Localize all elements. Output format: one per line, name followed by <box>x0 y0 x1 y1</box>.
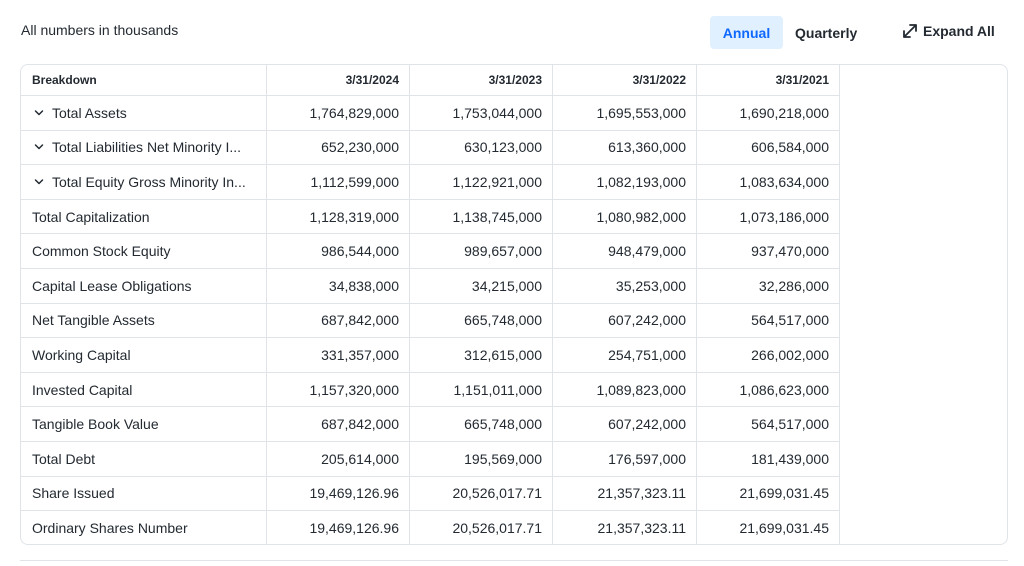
value-cell: 35,253,000 <box>553 269 697 303</box>
row-label: Capital Lease Obligations <box>32 277 192 294</box>
row-label: Total Capitalization <box>32 208 150 225</box>
header-period: 3/31/2023 <box>410 65 553 95</box>
value-cell: 613,360,000 <box>553 131 697 165</box>
table-row <box>21 269 840 304</box>
value-cell: 34,215,000 <box>410 269 553 303</box>
value-cell: 21,699,031.45 <box>697 477 840 511</box>
value-cell: 687,842,000 <box>267 304 410 338</box>
value-cell: 34,838,000 <box>267 269 410 303</box>
value-cell: 21,357,323.11 <box>553 477 697 511</box>
financials-table <box>20 64 1008 545</box>
value-cell: 1,151,011,000 <box>410 373 553 407</box>
value-cell: 266,002,000 <box>697 338 840 372</box>
row-label: Total Liabilities Net Minority I... <box>52 139 242 156</box>
header-period: 3/31/2021 <box>697 65 840 95</box>
row-label: Ordinary Shares Number <box>32 520 188 537</box>
value-cell: 19,469,126.96 <box>267 477 410 511</box>
row-label-cell[interactable] <box>21 165 267 199</box>
value-cell: 1,764,829,000 <box>267 96 410 130</box>
value-cell: 19,469,126.96 <box>267 511 410 545</box>
value-cell: 607,242,000 <box>553 304 697 338</box>
value-cell: 1,138,745,000 <box>410 200 553 234</box>
value-cell: 20,526,017.71 <box>410 511 553 545</box>
table-row <box>21 200 840 235</box>
table-row <box>21 234 840 269</box>
value-cell: 181,439,000 <box>697 442 840 476</box>
annual-button[interactable]: Annual <box>710 16 783 49</box>
expand-all-button[interactable] <box>903 21 995 41</box>
value-cell: 948,479,000 <box>553 234 697 268</box>
value-cell: 1,086,623,000 <box>697 373 840 407</box>
value-cell: 607,242,000 <box>553 407 697 441</box>
value-cell: 665,748,000 <box>410 407 553 441</box>
value-cell: 986,544,000 <box>267 234 410 268</box>
value-cell: 687,842,000 <box>267 407 410 441</box>
value-cell: 1,080,982,000 <box>553 200 697 234</box>
table-row <box>21 373 840 408</box>
value-cell: 564,517,000 <box>697 407 840 441</box>
value-cell: 20,526,017.71 <box>410 477 553 511</box>
row-label-cell <box>21 373 267 407</box>
row-label-cell[interactable] <box>21 96 267 130</box>
row-label: Total Debt <box>32 450 96 467</box>
value-cell: 1,073,186,000 <box>697 200 840 234</box>
row-label-cell <box>21 234 267 268</box>
row-label-cell <box>21 338 267 372</box>
table-row <box>21 511 840 545</box>
value-cell: 1,112,599,000 <box>267 165 410 199</box>
value-cell: 1,082,193,000 <box>553 165 697 199</box>
row-label-cell <box>21 477 267 511</box>
value-cell: 564,517,000 <box>697 304 840 338</box>
value-cell: 205,614,000 <box>267 442 410 476</box>
value-cell: 1,122,921,000 <box>410 165 553 199</box>
row-label-cell <box>21 304 267 338</box>
row-label: Net Tangible Assets <box>32 312 155 329</box>
value-cell: 21,699,031.45 <box>697 511 840 545</box>
value-cell: 652,230,000 <box>267 131 410 165</box>
table-row <box>21 442 840 477</box>
row-label-cell <box>21 511 267 545</box>
header-period: 3/31/2022 <box>553 65 697 95</box>
row-label-cell <box>21 200 267 234</box>
chevron-down-icon[interactable] <box>34 177 48 187</box>
row-label-cell <box>21 407 267 441</box>
table-row <box>21 338 840 373</box>
quarterly-button[interactable]: Quarterly <box>795 24 858 41</box>
expand-arrows-icon <box>903 24 917 38</box>
value-cell: 665,748,000 <box>410 304 553 338</box>
chevron-down-icon[interactable] <box>34 142 48 152</box>
value-cell: 937,470,000 <box>697 234 840 268</box>
value-cell: 606,584,000 <box>697 131 840 165</box>
table-row[interactable] <box>21 96 840 131</box>
chevron-down-icon[interactable] <box>34 108 48 118</box>
row-label: Working Capital <box>32 346 131 363</box>
value-cell: 32,286,000 <box>697 269 840 303</box>
value-cell: 1,753,044,000 <box>410 96 553 130</box>
row-label: Tangible Book Value <box>32 416 159 433</box>
row-label: Share Issued <box>32 485 115 502</box>
row-label-cell <box>21 442 267 476</box>
value-cell: 1,157,320,000 <box>267 373 410 407</box>
row-label-cell <box>21 269 267 303</box>
table-row[interactable] <box>21 165 840 200</box>
value-cell: 254,751,000 <box>553 338 697 372</box>
table-row <box>21 304 840 339</box>
value-cell: 1,089,823,000 <box>553 373 697 407</box>
table-row <box>21 477 840 512</box>
value-cell: 630,123,000 <box>410 131 553 165</box>
value-cell: 176,597,000 <box>553 442 697 476</box>
row-label: Common Stock Equity <box>32 243 171 260</box>
row-label: Total Assets <box>52 104 127 121</box>
row-label: Invested Capital <box>32 381 133 398</box>
value-cell: 989,657,000 <box>410 234 553 268</box>
value-cell: 1,128,319,000 <box>267 200 410 234</box>
period-toggle <box>710 16 857 49</box>
header-period: 3/31/2024 <box>267 65 410 95</box>
value-cell: 1,695,553,000 <box>553 96 697 130</box>
value-cell: 312,615,000 <box>410 338 553 372</box>
expand-all-label: Expand All <box>923 23 995 39</box>
row-label: Total Equity Gross Minority In... <box>52 173 246 190</box>
value-cell: 1,690,218,000 <box>697 96 840 130</box>
value-cell: 21,357,323.11 <box>553 511 697 545</box>
table-header-row <box>21 65 840 96</box>
bottom-divider <box>20 560 1008 561</box>
numbers-unit-note: All numbers in thousands <box>21 22 179 38</box>
table-row[interactable] <box>21 131 840 166</box>
value-cell: 1,083,634,000 <box>697 165 840 199</box>
value-cell: 195,569,000 <box>410 442 553 476</box>
row-label-cell[interactable] <box>21 131 267 165</box>
table-row <box>21 407 840 442</box>
header-breakdown: Breakdown <box>21 65 267 95</box>
value-cell: 331,357,000 <box>267 338 410 372</box>
